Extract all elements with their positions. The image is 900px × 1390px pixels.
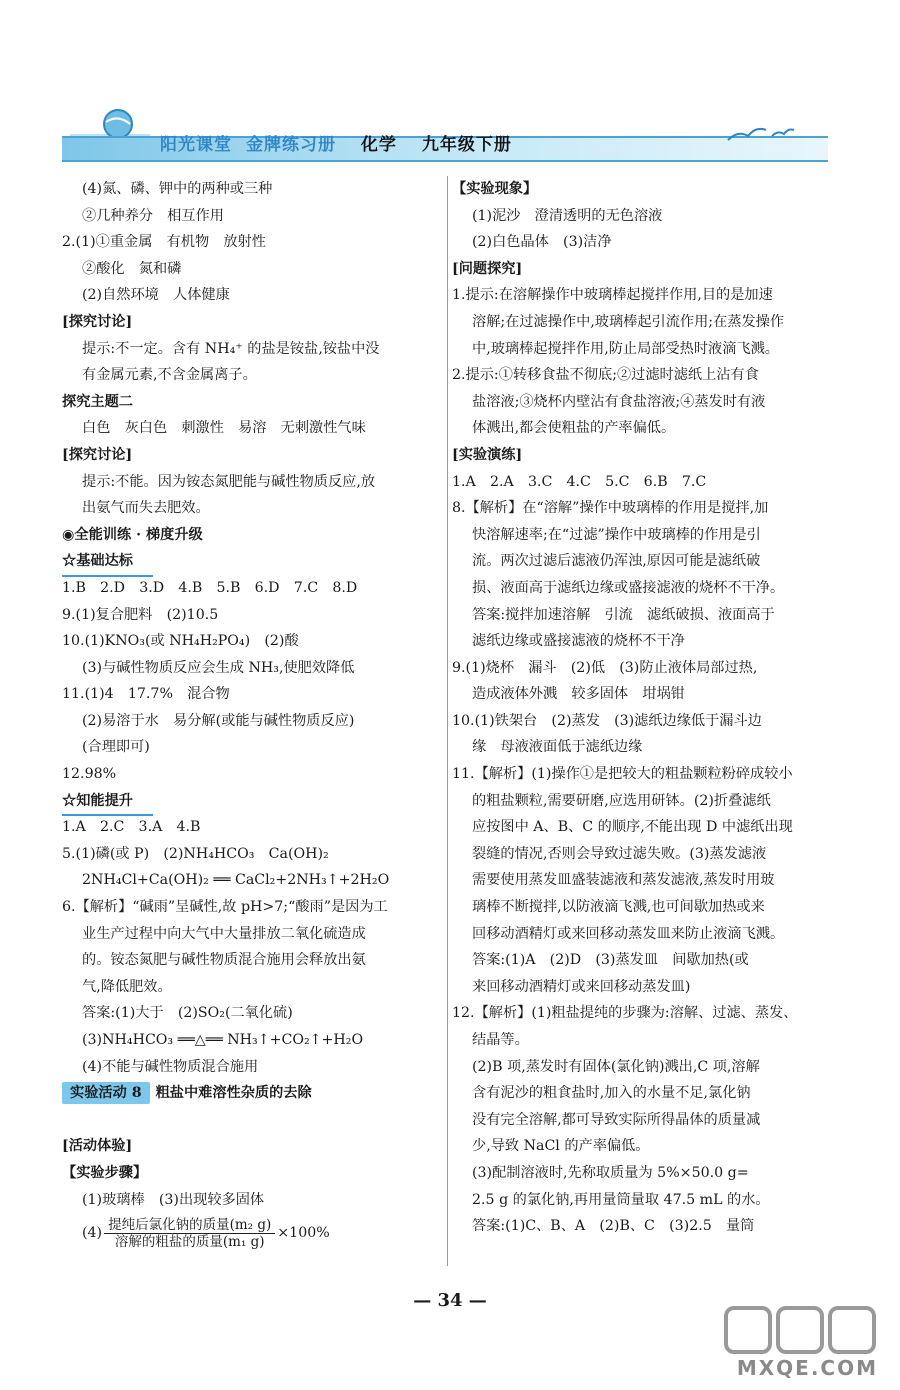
formula-prefix: (4) xyxy=(82,1225,103,1242)
activity-ribbon: 实验活动 8 xyxy=(62,1082,150,1104)
text-line xyxy=(62,229,452,256)
line-text: 回移动酒精灯或来回移动蒸发皿来防止液滴飞溅。 xyxy=(472,925,785,942)
line-text: 损、液面高于滤纸边缘或盛接滤液的烧杯不干净。 xyxy=(472,579,785,596)
line-text: 缘 母液液面低于滤纸边缘 xyxy=(472,739,643,756)
text-line xyxy=(452,867,842,894)
text-line xyxy=(62,203,452,230)
text-line xyxy=(452,1160,842,1187)
line-text: (3)与碱性物质反应会生成 NH₃,使肥效降低 xyxy=(82,659,355,676)
text-line xyxy=(452,575,842,602)
line-text: 滤纸边缘或盛接滤液的烧杯不干净 xyxy=(472,633,685,650)
line-text: 的。铵态氮肥与碱性物质混合施用会释放出氨 xyxy=(82,952,366,969)
text-line xyxy=(452,415,842,442)
text-line xyxy=(452,1080,842,1107)
text-line xyxy=(62,415,452,442)
line-text: 答案:搅拌加速溶解 引流 滤纸破损、液面高于 xyxy=(472,606,775,623)
brand-subtitle: 金牌练习册 xyxy=(246,135,336,155)
text-line xyxy=(452,1213,842,1240)
line-text: (3)NH₄HCO₃ ══△══ NH₃↑+CO₂↑+H₂O xyxy=(82,1032,364,1048)
text-line xyxy=(452,1027,842,1054)
line-text: 体溅出,都会使粗盐的产率偏低。 xyxy=(472,420,676,437)
line-text: 6.【解析】“碱雨”呈碱性,故 pH>7;“酸雨”是因为工 xyxy=(62,899,388,916)
text-line xyxy=(452,681,842,708)
formula-numerator: 提纯后氯化钠的质量(m₂ g) xyxy=(104,1217,275,1234)
text-line xyxy=(452,814,842,841)
text-line xyxy=(452,708,842,735)
text-line xyxy=(62,1027,452,1054)
text-line xyxy=(62,522,452,549)
text-line xyxy=(452,282,842,309)
line-text: (1)泥沙 澄清透明的无色溶液 xyxy=(472,207,663,224)
line-text: 8.【解析】在“溶解”操作中玻璃棒的作用是搅拌,加 xyxy=(452,500,769,517)
line-text: 答案:(1)大于 (2)SO₂(二氧化硫) xyxy=(82,1005,293,1022)
text-line xyxy=(452,336,842,363)
right-column xyxy=(452,176,842,1240)
line-text: [活动体验] xyxy=(62,1138,133,1155)
line-text: 提示:不能。因为铵态氮肥能与碱性物质反应,放 xyxy=(82,473,376,490)
line-text: ☆基础达标 xyxy=(62,548,153,577)
line-text: 造成液体外溅 较多固体 坩埚钳 xyxy=(472,686,685,703)
line-text: 中,玻璃棒起搅拌作用,防止局部受热时液滴飞溅。 xyxy=(472,340,779,357)
watermark-text: MXQE.COM xyxy=(736,1356,878,1380)
line-text: 盐溶液;③烧杯内壁沾有食盐溶液;④蒸发时有液 xyxy=(472,393,766,410)
line-text: 1.A 2.A 3.C 4.C 5.C 6.B 7.C xyxy=(452,473,707,490)
line-text: 少,导致 NaCl 的产率偏低。 xyxy=(472,1138,650,1155)
line-text: (2)易溶于水 易分解(或能与碱性物质反应) xyxy=(82,712,355,729)
text-line xyxy=(62,282,452,309)
line-text: 出氨气而失去肥效。 xyxy=(82,500,210,517)
text-line xyxy=(452,548,842,575)
text-line xyxy=(62,362,452,389)
text-line xyxy=(452,974,842,1001)
line-text: 来回移动酒精灯或来回移动蒸发皿) xyxy=(472,978,691,995)
line-text: 【实验步骤】 xyxy=(62,1164,148,1181)
line-text: (4)不能与碱性物质混合施用 xyxy=(82,1058,259,1075)
line-text: 提示:不一定。含有 NH₄⁺ 的盐是铵盐,铵盐中没 xyxy=(82,340,380,357)
line-text: 2NH₄Cl+Ca(OH)₂ ══ CaCl₂+2NH₃↑+2H₂O xyxy=(82,872,390,889)
line-text: 【实验现象】 xyxy=(452,181,538,197)
line-text: (3)配制溶液时,先称取质量为 5%×50.0 g= xyxy=(472,1164,749,1181)
line-text: 12.98% xyxy=(62,766,117,783)
text-line xyxy=(62,867,452,894)
yield-formula xyxy=(62,1213,452,1253)
line-text: 溶解;在过滤操作中,玻璃棒起引流作用;在蒸发操作 xyxy=(472,313,785,330)
text-line xyxy=(452,362,842,389)
text-line xyxy=(452,495,842,522)
activity-title: 粗盐中难溶性杂质的去除 xyxy=(155,1085,312,1102)
line-text: (4)氮、磷、钾中的两种或三种 xyxy=(82,181,273,197)
text-line xyxy=(62,495,452,522)
header-title xyxy=(160,130,512,155)
text-line xyxy=(62,841,452,868)
line-text: [问题探究] xyxy=(452,260,523,277)
subject: 化学 xyxy=(360,135,397,155)
line-text: 应按图中 A、B、C 的顺序,不能出现 D 中滤纸出现 xyxy=(472,819,793,836)
line-text: 需要使用蒸发皿盛装滤液和蒸发滤液,蒸发时用玻 xyxy=(472,872,775,889)
text-line xyxy=(62,894,452,921)
text-line xyxy=(62,336,452,363)
line-text: 结晶等。 xyxy=(472,1032,529,1048)
text-line xyxy=(62,734,452,761)
birds-icon xyxy=(726,118,796,148)
text-line xyxy=(62,788,452,815)
text-line xyxy=(452,841,842,868)
text-line xyxy=(62,602,452,629)
text-line xyxy=(452,309,842,336)
line-text: 流。两次过滤后滤液仍浑浊,原因可能是滤纸破 xyxy=(472,553,761,570)
text-line xyxy=(62,1000,452,1027)
text-line xyxy=(62,1187,452,1214)
line-text: [实验演练] xyxy=(452,446,523,463)
text-line xyxy=(62,1160,452,1187)
text-line xyxy=(62,681,452,708)
text-line xyxy=(452,894,842,921)
line-text: 没有完全溶解,都可导致实际所得晶体的质量减 xyxy=(472,1111,761,1128)
text-line xyxy=(62,256,452,283)
text-line xyxy=(62,1054,452,1081)
formula-denominator: 溶解的粗盐的质量(m₁ g) xyxy=(114,1233,265,1250)
text-line xyxy=(62,309,452,336)
line-text: 探究主题二 xyxy=(62,393,133,410)
line-text: 2.5 g 的氯化钠,再用量筒量取 47.5 mL 的水。 xyxy=(472,1191,770,1208)
line-text: 答案:(1)A (2)D (3)蒸发皿 间歇加热(或 xyxy=(472,952,749,969)
text-line xyxy=(62,548,452,575)
line-text: 11.【解析】(1)操作①是把较大的粗盐颗粒粉碎成较小 xyxy=(452,766,793,783)
text-line xyxy=(62,469,452,496)
text-line xyxy=(62,921,452,948)
text-line xyxy=(62,947,452,974)
text-line xyxy=(452,921,842,948)
text-line xyxy=(452,1054,842,1081)
text-line xyxy=(452,1107,842,1134)
page-header xyxy=(62,100,828,162)
text-line xyxy=(62,1133,452,1160)
line-text: (2)白色晶体 (3)洁净 xyxy=(472,234,612,251)
text-line xyxy=(452,176,842,203)
text-line xyxy=(452,522,842,549)
line-text: 1.提示:在溶解操作中玻璃棒起搅拌作用,目的是加速 xyxy=(452,287,773,304)
text-line xyxy=(62,761,452,788)
text-line xyxy=(452,1187,842,1214)
formula-fraction xyxy=(104,1217,275,1250)
line-text: 裂缝的情况,否则会导致过滤失败。(3)蒸发滤液 xyxy=(472,845,767,862)
line-text: ②酸化 氮和磷 xyxy=(82,260,182,277)
line-text: (2)B 项,蒸发时有固体(氯化钠)溅出,C 项,溶解 xyxy=(472,1058,760,1075)
text-line xyxy=(62,442,452,469)
text-line xyxy=(62,974,452,1001)
line-text: [探究讨论] xyxy=(62,313,133,330)
text-line xyxy=(452,1133,842,1160)
text-line xyxy=(452,229,842,256)
text-line xyxy=(452,256,842,283)
line-text: 1.B 2.D 3.D 4.B 5.B 6.D 7.C 8.D xyxy=(62,579,358,596)
text-line xyxy=(452,389,842,416)
line-text: 5.(1)磷(或 P) (2)NH₄HCO₃ Ca(OH)₂ xyxy=(62,845,329,862)
line-text: (合理即可) xyxy=(82,739,150,756)
line-text: 璃棒不断搅拌,以防液滴飞溅,也可间歇加热或来 xyxy=(472,899,765,916)
text-line xyxy=(452,203,842,230)
line-text: ◉全能训练 · 梯度升级 xyxy=(62,526,203,543)
page-number: — 34 — xyxy=(413,1290,487,1311)
left-column xyxy=(62,176,452,1253)
brand-name: 阳光课堂 xyxy=(160,135,232,155)
line-text: 2.提示:①转移食盐不彻底;②过滤时滤纸上沾有食 xyxy=(452,367,759,384)
formula-suffix: ×100% xyxy=(277,1225,330,1242)
line-text: ☆知能提升 xyxy=(62,788,153,817)
line-text: 气,降低肥效。 xyxy=(82,978,172,995)
text-line xyxy=(452,602,842,629)
line-text: 9.(1)复合肥料 (2)10.5 xyxy=(62,606,219,623)
text-line xyxy=(452,628,842,655)
line-text: 答案:(1)C、B、A (2)B、C (3)2.5 量筒 xyxy=(472,1218,755,1235)
line-text: 10.(1)KNO₃(或 NH₄H₂PO₄) (2)酸 xyxy=(62,633,299,650)
line-text: 9.(1)烧杯 漏斗 (2)低 (3)防止液体局部过热, xyxy=(452,659,758,676)
text-line xyxy=(452,734,842,761)
text-line xyxy=(62,575,452,602)
line-text: ②几种养分 相互作用 xyxy=(82,207,224,224)
line-text: 1.A 2.C 3.A 4.B xyxy=(62,819,201,836)
text-line xyxy=(452,788,842,815)
text-line xyxy=(62,655,452,682)
text-line xyxy=(452,469,842,496)
line-text: 白色 灰白色 刺激性 易溶 无刺激性气味 xyxy=(82,420,366,437)
line-text: 11.(1)4 17.7% 混合物 xyxy=(62,686,230,703)
text-line xyxy=(62,1080,452,1107)
text-line xyxy=(452,947,842,974)
line-text: 业生产过程中向大气中大量排放二氧化硫造成 xyxy=(82,925,366,942)
text-line xyxy=(62,1107,452,1134)
grade: 九年级下册 xyxy=(421,135,512,155)
text-line xyxy=(452,655,842,682)
line-text: (1)玻璃棒 (3)出现较多固体 xyxy=(82,1191,265,1208)
line-text: 含有泥沙的粗食盐时,加入的水量不足,氯化钠 xyxy=(472,1085,751,1102)
line-text: 10.(1)铁架台 (2)蒸发 (3)滤纸边缘低于漏斗边 xyxy=(452,712,762,729)
text-line xyxy=(452,442,842,469)
text-line xyxy=(452,761,842,788)
line-text: 12.【解析】(1)粗盐提纯的步骤为:溶解、过滤、蒸发、 xyxy=(452,1005,798,1022)
line-text: 快溶解速率;在“过滤”操作中玻璃棒的作用是引 xyxy=(472,526,761,543)
text-line xyxy=(452,1000,842,1027)
line-text: 2.(1)①重金属 有机物 放射性 xyxy=(62,234,266,251)
text-line xyxy=(62,628,452,655)
text-line xyxy=(62,389,452,416)
line-text: 的粗盐颗粒,需要研磨,应选用研钵。(2)折叠滤纸 xyxy=(472,792,771,809)
line-text: (2)自然环境 人体健康 xyxy=(82,287,230,304)
text-line xyxy=(62,176,452,203)
line-text: [探究讨论] xyxy=(62,446,133,463)
line-text: 有金属元素,不含金属离子。 xyxy=(82,367,257,384)
text-line xyxy=(62,708,452,735)
text-line xyxy=(62,814,452,841)
